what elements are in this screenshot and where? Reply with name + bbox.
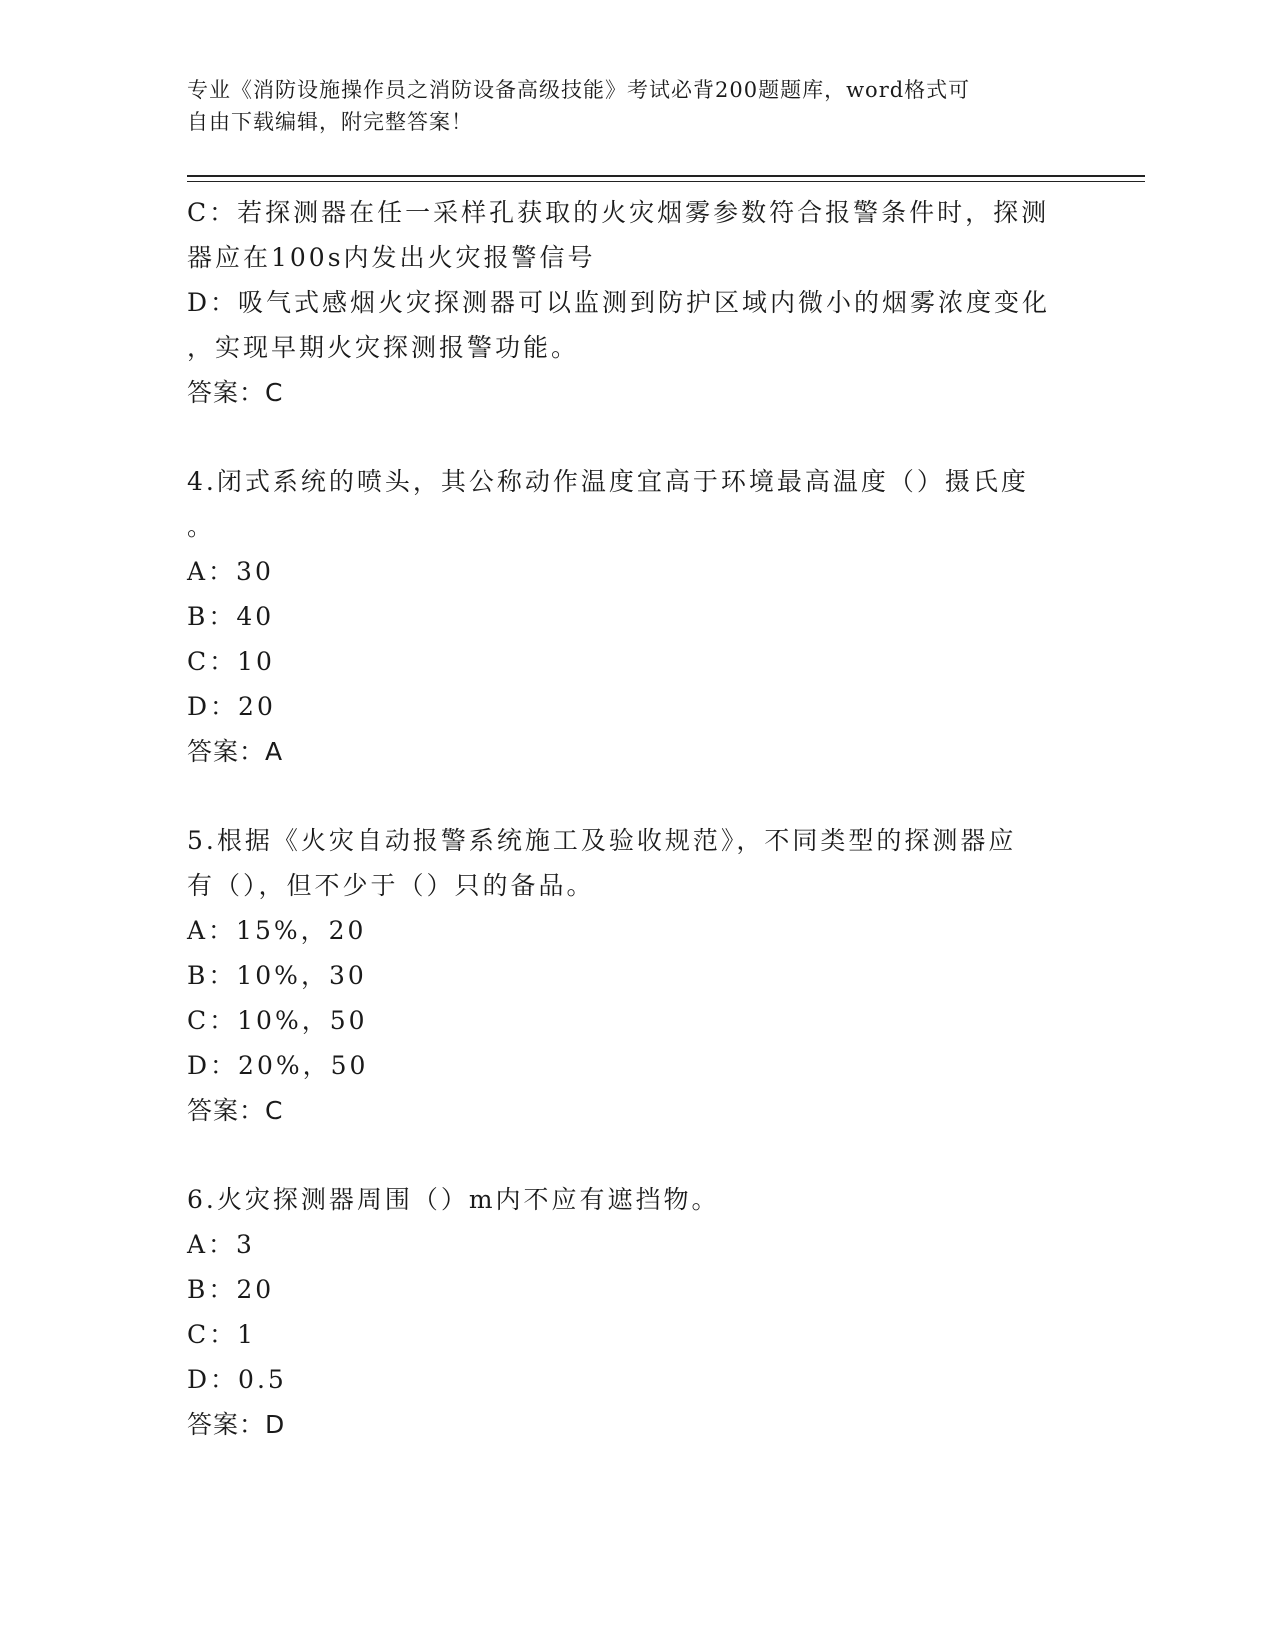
option-d-line-1: D：吸气式感烟火灾探测器可以监测到防护区域内微小的烟雾浓度变化 [187, 288, 1051, 317]
option-a: A：3 [187, 1230, 255, 1259]
header-rule-thin [187, 181, 1145, 182]
option-b: B：10%，30 [187, 961, 367, 990]
question-4 [187, 459, 1087, 774]
answer: 答案：C [187, 378, 284, 407]
option-c: C：1 [187, 1320, 257, 1349]
spacer [187, 774, 1087, 818]
option-c-line-1: C：若探测器在任一采样孔获取的火灾烟雾参数符合报警条件时，探测 [187, 198, 1050, 227]
answer: 答案：C [187, 1096, 284, 1125]
option-d: D：0.5 [187, 1365, 287, 1394]
header-title-line-1: 专业《消防设施操作员之消防设备高级技能》考试必背200题题库，word格式可 [187, 78, 971, 102]
question-stem-line-1: 5.根据《火灾自动报警系统施工及验收规范》，不同类型的探测器应 [187, 826, 1017, 855]
document-header [187, 74, 1067, 138]
spacer [187, 1133, 1087, 1177]
answer: 答案：A [187, 737, 284, 766]
option-c: C：10 [187, 647, 275, 676]
question-3-tail [187, 190, 1087, 415]
header-rule-thick [187, 175, 1145, 177]
question-stem-line-2: 。 [187, 512, 216, 541]
option-d: D：20 [187, 692, 276, 721]
question-stem-line-2: 有（），但不少于（）只的备品。 [187, 871, 595, 900]
option-d-line-2: ，实现早期火灾探测报警功能。 [187, 333, 580, 362]
option-c-line-2: 器应在100s内发出火灾报警信号 [187, 243, 596, 272]
question-list [187, 190, 1087, 1447]
question-5 [187, 818, 1087, 1133]
option-a: A：30 [187, 557, 274, 586]
question-6 [187, 1177, 1087, 1447]
option-b: B：20 [187, 1275, 275, 1304]
option-d: D：20%，50 [187, 1051, 369, 1080]
option-a: A：15%，20 [187, 916, 367, 945]
spacer [187, 415, 1087, 459]
answer: 答案：D [187, 1410, 286, 1439]
question-stem-line-1: 6.火灾探测器周围（）m内不应有遮挡物。 [187, 1185, 720, 1214]
header-title-line-2: 自由下载编辑，附完整答案！ [187, 110, 473, 134]
question-stem-line-1: 4.闭式系统的喷头，其公称动作温度宜高于环境最高温度（）摄氏度 [187, 467, 1029, 496]
option-c: C：10%，50 [187, 1006, 368, 1035]
option-b: B：40 [187, 602, 275, 631]
